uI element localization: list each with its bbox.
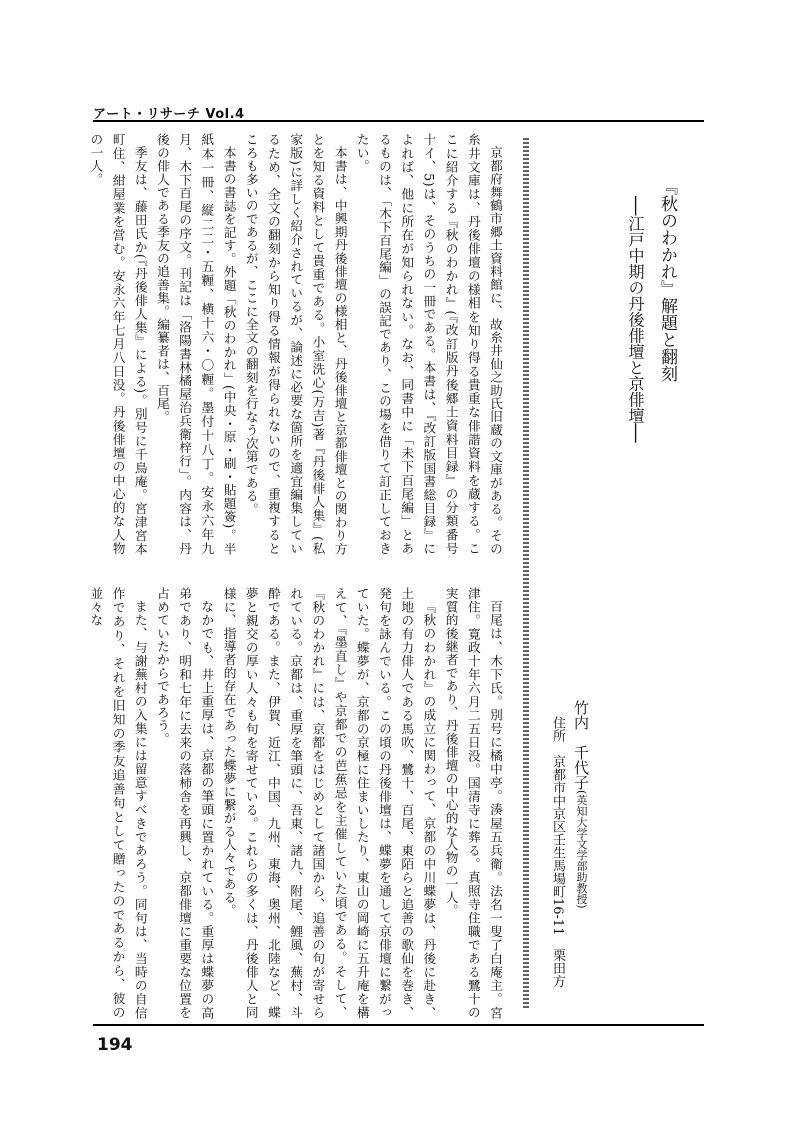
paragraph: なかでも、井上重厚は、京都の筆頭に置かれている。重厚は蝶夢の高弟であり、明和七年に去来の落柿舎を再興し、京都俳壇に重要な位置を占めていたからであろう。 bbox=[154, 587, 215, 1019]
paragraph: 季友は、藤田氏か(『丹後俳人集』による)。別号に千鳥庵。宮津宮本町住、紺屋業を営む。安永六年七月八日没。丹後俳壇の中心的な人物の一人。 bbox=[88, 133, 148, 555]
author-affiliation: (英知大学文学部助教授) bbox=[575, 790, 588, 909]
bottom-rule bbox=[93, 1024, 704, 1026]
paragraph: また、与謝蕪村の入集には留意すべきであろう。同句は、当時の自信作であり、それを旧知の季友追善句として贈ったのであるから、彼の並々な bbox=[88, 587, 148, 1019]
author-name: 竹内 千代子 bbox=[572, 700, 590, 790]
paragraph: 本書は、中興期丹後俳壇の様相と、丹後俳壇と京都俳壇との関わり方とを知る資料として貴重である。小室洗心(万吉)著『丹後俳人集』(私家版)に詳しく紹介されているが、論述に必要な箇所を適宜編集しているため、全文の翻刻から知り得る情報が得られないので、重複するところも多いのであるが、ここに全文の翻刻を行なう次第である。 bbox=[243, 133, 348, 555]
paragraph: 『秋のわかれ』の成立に関わって、京都の中川蝶夢は、丹後に赴き、土地の有力俳人である馬吹、鷺十、百尾、東陌らと追善の歌仙を巻き、発句を詠んでいる。この頃の丹後俳壇は、蝶夢を通して京俳壇に繋がっていた。蝶夢が、京都の京極に住まいしたり、東山の岡崎に五升庵を構えて、『墨直し』や京都での芭蕉忌を主催していた頃である。そして、『秋のわかれ』には、京都をはじめとして諸国から、追善の句が寄せられている。京都は、重厚を筆頭に、吾東、諸九、附尾、鯉風、蕪村、斗酔である。また、伊賀、近江、中国、九州、東海、奥州、北陸など、蝶夢と親交の厚い人々も句を寄せている。これらの多くは、丹後俳人と同様に、指導者的存在であった蝶夢に繋がる人々である。 bbox=[221, 587, 437, 1019]
top-rule bbox=[93, 120, 704, 122]
article-title-block bbox=[593, 178, 683, 558]
body-text-lower bbox=[88, 587, 506, 1019]
author-address: 住所 京都市中京区壬生馬場町16-11 栗田方 bbox=[550, 716, 565, 988]
article-subtitle: ──江戸中期の丹後俳壇と京俳壇── bbox=[626, 196, 645, 443]
article-title: 『秋のわかれ』解題と翻刻 bbox=[657, 178, 677, 382]
series-title: アート・リサーチ Vol.4 bbox=[93, 107, 245, 122]
paragraph: 本書の書誌を記す。外題「秋のわかれ」(中央・原・刷・貼題簽)。半紙本一冊、縦二二・五糎、横十六・〇糎。墨付十八丁。安永六年九月、木下百尾の序文。刊記は「洛陽書林橘屋治兵衛梓行」。内容は、丹後の俳人である季友の追善集。編纂者は、百尾。 bbox=[154, 133, 237, 555]
decorative-divider bbox=[523, 138, 529, 1010]
page-number: 194 bbox=[97, 1035, 133, 1055]
paragraph: 京都府舞鶴市郷土資料館に、故糸井仙之助氏旧蔵の文庫がある。その糸井文庫は、丹後俳壇の様相を知り得る貴重な俳諧資料を蔵する。ここに紹介する『秋のわかれ』(『改訂版丹後郷土資料目録』の分類番号 十イ、5)は、そのうちの一冊である。本書は、『改訂版国書総目録』によれば、他に所在が知られない。なお、同書中に「未下百尾編」とあるものは、「木下百尾編」の誤記であり、この場を借りて訂正しておきたい。 bbox=[354, 133, 503, 555]
author-name-line bbox=[568, 700, 594, 1010]
paragraph: 百尾は、木下氏。別号に橘中亭。湊屋五兵衛。法名一叟了白庵主。宮津住。寛政十年六月二五日没。国清寺に葬る。真照寺住職である鷺十の実質的後継者であり、丹後俳壇の中心的な人物の一人。 bbox=[443, 587, 503, 1019]
author-block bbox=[538, 700, 594, 1010]
body-text-upper bbox=[88, 133, 506, 555]
